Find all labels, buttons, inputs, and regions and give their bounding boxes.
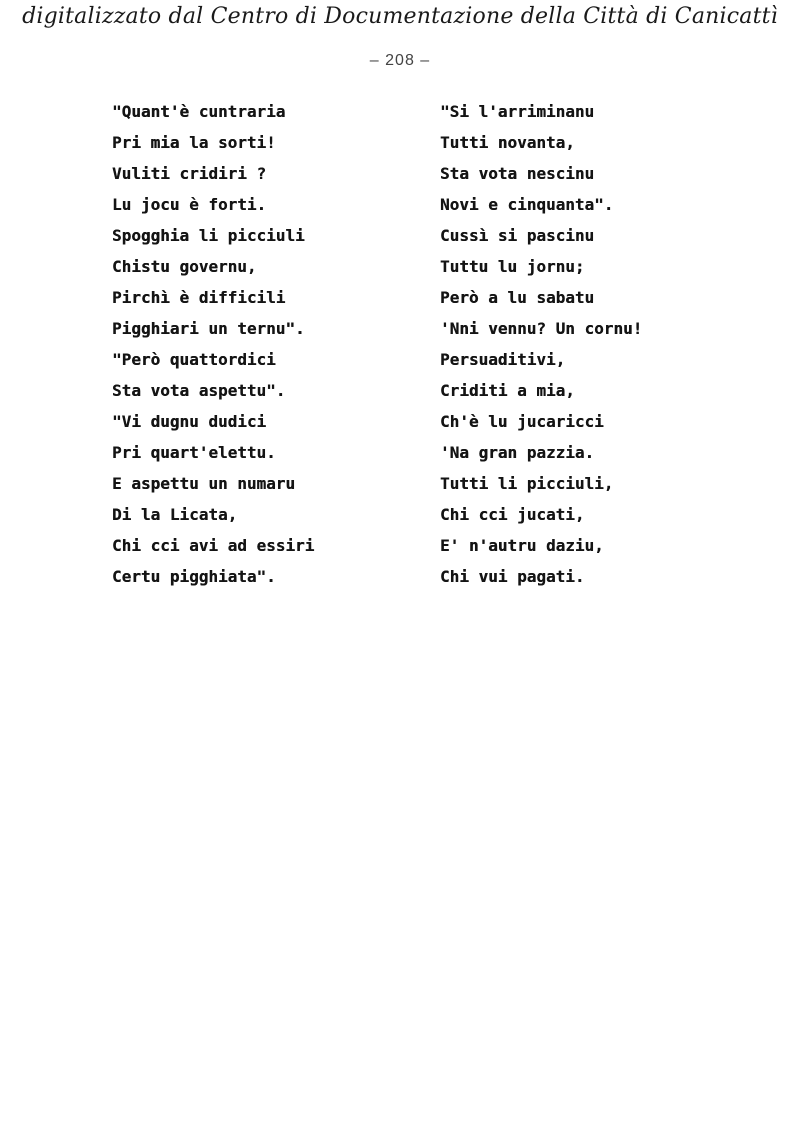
verse-line: Criditi a mia, [440,381,575,400]
verse-line: Tutti li picciuli, [440,474,614,493]
verse-line: E aspettu un numaru [112,474,296,493]
verse-line: Lu jocu è forti. [112,195,267,214]
verse-line: Pirchì è difficili [112,288,286,307]
verse-line: Di la Licata, [112,505,238,524]
verse-line: Chi vui pagati. [440,567,585,586]
verse-line: Tutti novanta, [440,133,575,152]
verse-line: 'Na gran pazzia. [440,443,595,462]
verse-line: Sta vota nescinu [440,164,595,183]
verse-line: Chi cci jucati, [440,505,585,524]
verse-line: Sta vota aspettu". [112,381,286,400]
verse-line: Chistu governu, [112,257,257,276]
verse-line: "Si l'arriminanu [440,102,595,121]
verse-line: "Quant'è cuntraria [112,102,286,121]
verse-line: Certu pigghiata". [112,567,276,586]
verse-line: Pri mia la sorti! [112,133,276,152]
verse-line: Vuliti cridiri ? [112,164,267,183]
verse-line: "Però quattordici [112,350,276,369]
verse-line: "Vi dugnu dudici [112,412,267,431]
verse-line: E' n'autru daziu, [440,536,604,555]
page-number: – 208 – [369,52,431,69]
verse-line: Tuttu lu jornu; [440,257,585,276]
digitization-watermark: digitalizzato dal Centro di Documentazione della Città di Canicattì [22,4,778,29]
verse-line: Pri quart'elettu. [112,443,276,462]
verse-line: Spogghia li picciuli [112,226,305,245]
verse-line: Persuaditivi, [440,350,566,369]
verse-line: Chi cci avi ad essiri [112,536,315,555]
verse-line: Però a lu sabatu [440,288,595,307]
verse-line: Pigghiari un ternu". [112,319,305,338]
poem-right-column [440,96,642,592]
verse-line: Novi e cinquanta". [440,195,614,214]
verse-line: Ch'è lu jucaricci [440,412,604,431]
poem-left-column [112,96,314,592]
verse-line: 'Nni vennu? Un cornu! [440,319,643,338]
verse-line: Cussì si pascinu [440,226,595,245]
